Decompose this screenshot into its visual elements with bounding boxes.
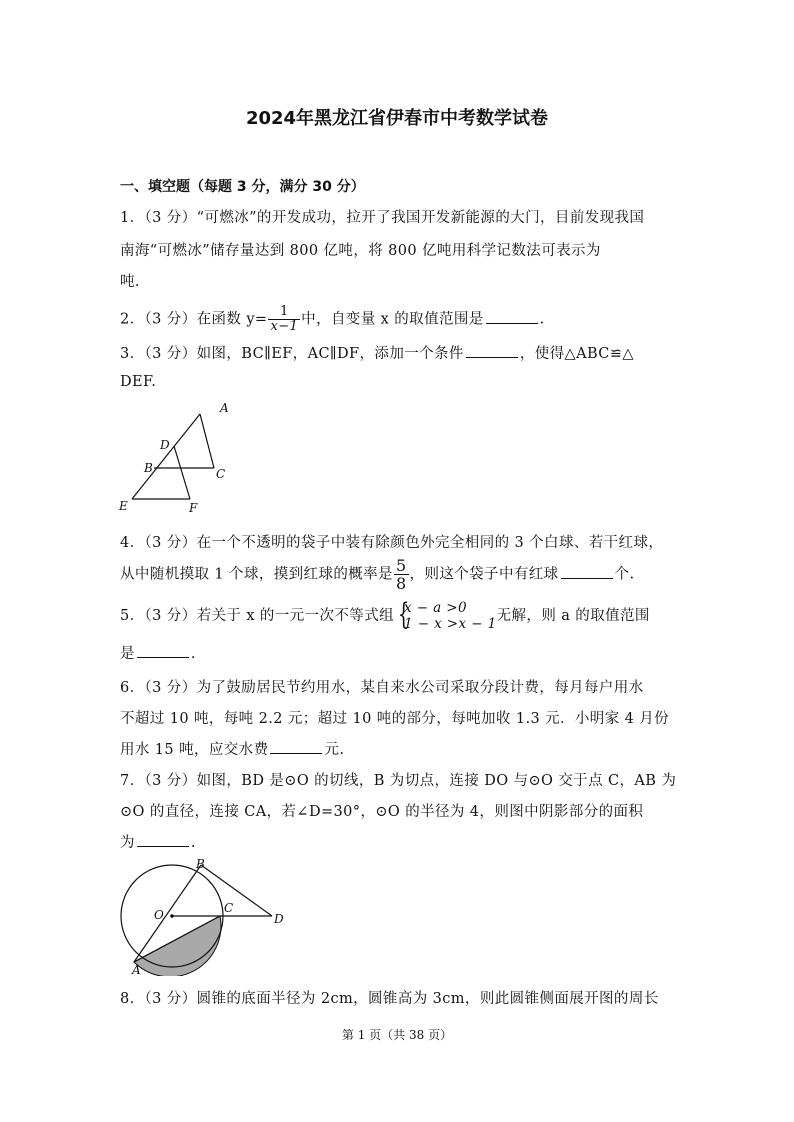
- q5-brace: {: [397, 597, 410, 632]
- q6-answer-blank[interactable]: [270, 739, 322, 754]
- fig1-label-a: A: [220, 401, 229, 415]
- q5-line-1: [120, 597, 650, 632]
- q4-line-1: 4．（3 分）在一个不透明的袋子中装有除颜色外完全相同的 3 个白球、若干红球，: [120, 535, 664, 551]
- q6-line-3: [120, 738, 344, 759]
- q3-text-a: 3．（3 分）如图，BC∥EF，AC∥DF，添加一个条件: [120, 346, 464, 362]
- q6-text-a: 用水 15 吨，应交水费: [120, 742, 269, 758]
- q2-fraction: [268, 305, 300, 334]
- fig1-segment-ac: [200, 414, 214, 468]
- q1-line-1: 1．（3 分）“可燃冰”的开发成功，拉开了我国开发新能源的大门，目前发现我国: [120, 210, 645, 226]
- q6-line-2: 不超过 10 吨，每吨 2.2 元；超过 10 吨的部分，每吨加收 1.3 元．小明家 4 月份: [120, 711, 670, 727]
- fig2-center-point: [170, 914, 174, 918]
- q2-numerator: 1: [268, 305, 300, 320]
- q4-numerator: 5: [395, 556, 407, 575]
- q1-line-2: 南海“可燃冰”储存量达到 800 亿吨，将 800 亿吨用科学记数法可表示为: [120, 243, 601, 259]
- q5-inequality-2: 1 − x >x − 1: [404, 616, 497, 632]
- q1-line-3: 吨.: [120, 274, 140, 290]
- q7-line-2: ⊙O 的直径，连接 CA，若∠D=30°，⊙O 的半径为 4，则图中阴影部分的面积: [120, 804, 644, 820]
- q2-end: .: [539, 311, 545, 328]
- fig2-label-o: O: [154, 908, 164, 922]
- q4-line-2: [120, 557, 634, 592]
- fig2-tangent-bd: [201, 865, 272, 916]
- section-heading: 一、填空题（每题 3 分，满分 30 分）: [120, 179, 365, 195]
- q4-fraction: [394, 557, 409, 592]
- figure-triangles: [112, 398, 242, 518]
- q5-inequality-1: x − a >0: [404, 600, 467, 616]
- q5-answer-blank[interactable]: [137, 643, 189, 658]
- page-title: 2024年黑龙江省伊春市中考数学试卷: [245, 108, 549, 129]
- q7-text-b: .: [190, 835, 196, 851]
- fig2-label-a: A: [132, 963, 141, 976]
- q5-line-2: [120, 642, 196, 663]
- fig1-label-d: D: [160, 438, 170, 452]
- q3-text-b: ，使得△ABC≌△: [519, 346, 634, 362]
- fig2-label-b: B: [196, 857, 205, 871]
- q4-denominator: 8: [395, 574, 407, 593]
- q8-line-1: 8．（3 分）圆锥的底面半径为 2cm，圆锥高为 3cm，则此圆锥侧面展开图的周长: [120, 991, 659, 1007]
- q7-line-1: 7．（3 分）如图，BD 是⊙O 的切线，B 为切点，连接 DO 与⊙O 交于点 C，AB 为: [120, 773, 677, 789]
- q6-line-1: 6．（3 分）为了鼓励居民节约用水，某自来水公司采取分段计费，每月每户用水: [120, 680, 644, 696]
- fig2-label-c: C: [224, 901, 234, 915]
- q2-denominator: x−1: [270, 319, 299, 334]
- q2-suffix: 中，自变量 x 的取值范围是: [301, 311, 484, 328]
- fig2-label-d: D: [274, 912, 284, 926]
- q7-answer-blank[interactable]: [137, 832, 189, 847]
- q3-answer-blank[interactable]: [466, 343, 518, 358]
- figure-circle-tangent: [112, 852, 302, 976]
- q5-inequality-system: [394, 597, 497, 632]
- q4-text-a: 从中随机摸取 1 个球，摸到红球的概率是: [120, 566, 393, 583]
- q3-line-1: [120, 342, 634, 363]
- q3-line-2: DEF.: [120, 374, 157, 390]
- q2-answer-blank[interactable]: [486, 309, 538, 324]
- q7-text-a: 为: [120, 835, 135, 851]
- q6-text-b: 元.: [324, 742, 345, 758]
- q4-text-b: ，则这个袋子中有红球: [409, 566, 559, 583]
- fig1-label-c: C: [216, 467, 226, 481]
- fig1-segment-ea: [132, 414, 200, 499]
- q5-suffix: 无解，则 a 的取值范围: [496, 608, 650, 624]
- q5-prefix: 5．（3 分）若关于 x 的一元一次不等式组: [120, 608, 395, 624]
- q5-text-a: 是: [120, 646, 135, 662]
- q4-answer-blank[interactable]: [561, 564, 613, 579]
- q7-line-3: [120, 831, 196, 852]
- q2-prefix: 2．（3 分）在函数 y=: [120, 311, 268, 328]
- fig1-label-b: B: [144, 461, 153, 475]
- fig1-segment-df: [174, 446, 190, 499]
- page-footer: 第 1 页（共 38 页）: [341, 1028, 453, 1042]
- fig1-label-f: F: [189, 501, 198, 515]
- q4-text-c: 个.: [614, 566, 635, 583]
- q5-text-b: .: [190, 646, 196, 662]
- fig1-label-e: E: [119, 499, 128, 513]
- q2-line: [120, 305, 545, 334]
